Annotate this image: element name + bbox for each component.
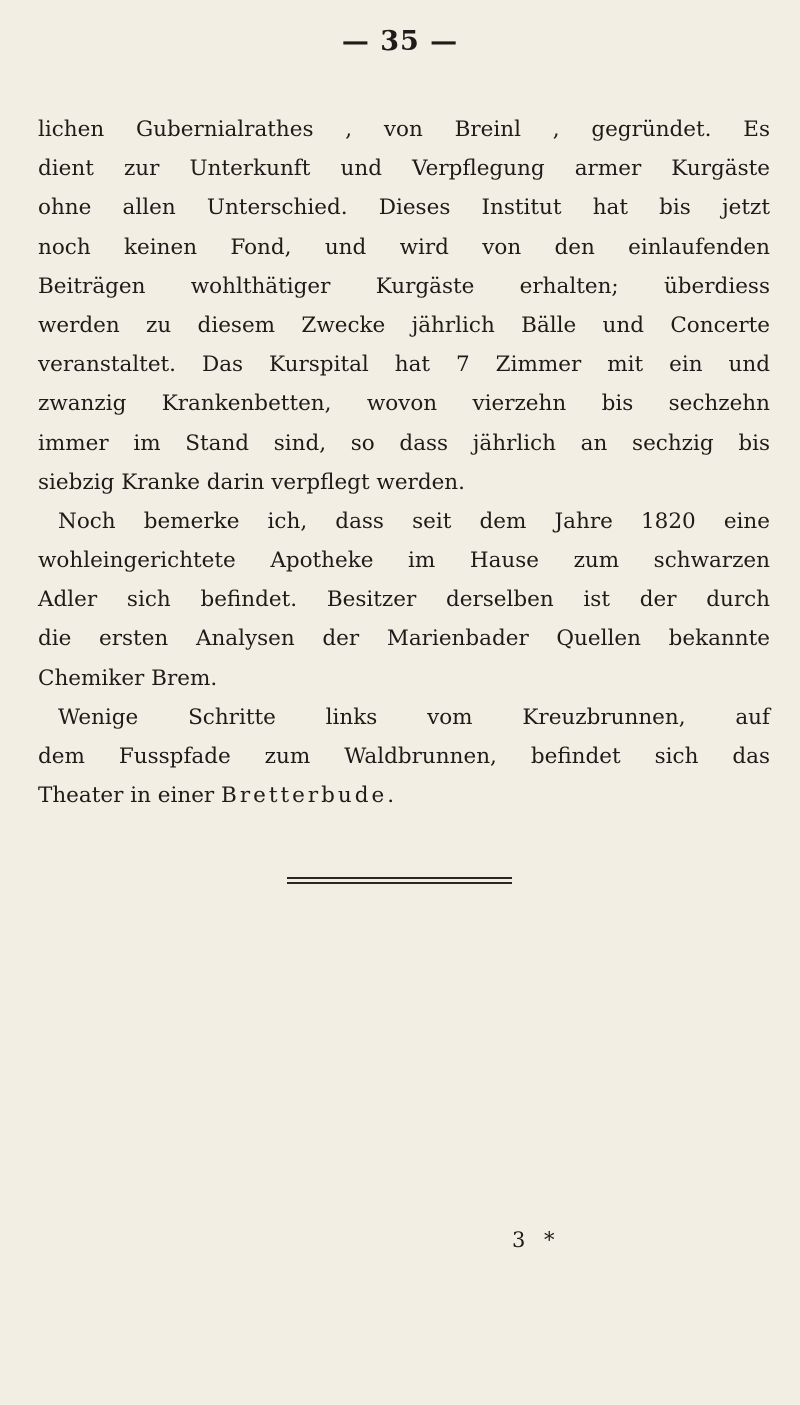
double-rule-divider [287,877,512,887]
text-line: Noch bemerke ich, dass seit dem Jahre 1820 eine [58,508,770,534]
text-fragment: Theater in einer [38,783,222,809]
text-line: Adler sich befindet. Besitzer derselben ist der durch [38,587,770,613]
text-line: siebzig Kranke darin verpflegt werden. [38,469,465,495]
text-line: dem Fusspfade zum Waldbrunnen, befindet sich das [38,744,770,769]
paragraph [38,502,770,698]
text-line: wohleingerichtete Apotheke im Hause zum schwarzen [38,548,770,574]
page-number: — 35 — [341,26,459,57]
text-line: Chemiker Brem. [38,665,218,691]
body-text [38,110,770,815]
text-line: dient zur Unterkunft und Verpflegung armer Kurgäste [38,156,770,182]
divider-line [287,877,512,879]
text-line: Beiträgen wohlthätiger Kurgäste erhalten; überdiess [38,273,770,299]
text-line: werden zu diesem Zwecke jährlich Bälle und Concerte [38,312,770,338]
text-line: zwanzig Krankenbetten, wovon vierzehn bis sechzehn [38,391,770,417]
text-line: die ersten Analysen der Marienbader Quellen bekannte [38,626,770,652]
text-line [38,776,770,815]
signature-mark: 3 * [512,1228,561,1252]
text-line: lichen Gubernialrathes , von Breinl , gegründet. Es [38,117,770,142]
text-line: noch keinen Fond, und wird von den einlaufenden [38,234,770,260]
text-line: veranstaltet. Das Kurspital hat 7 Zimmer mit ein und [38,352,770,378]
text-line: Wenige Schritte links vom Kreuzbrunnen, auf [58,704,770,730]
spaced-word: Bretterbude. [221,783,398,809]
paragraph [38,698,770,816]
divider-line [287,882,512,884]
paragraph [38,110,770,502]
text-line: immer im Stand sind, so dass jährlich an sechzig bis [38,430,770,456]
text-line: ohne allen Unterschied. Dieses Institut hat bis jetzt [38,195,770,221]
